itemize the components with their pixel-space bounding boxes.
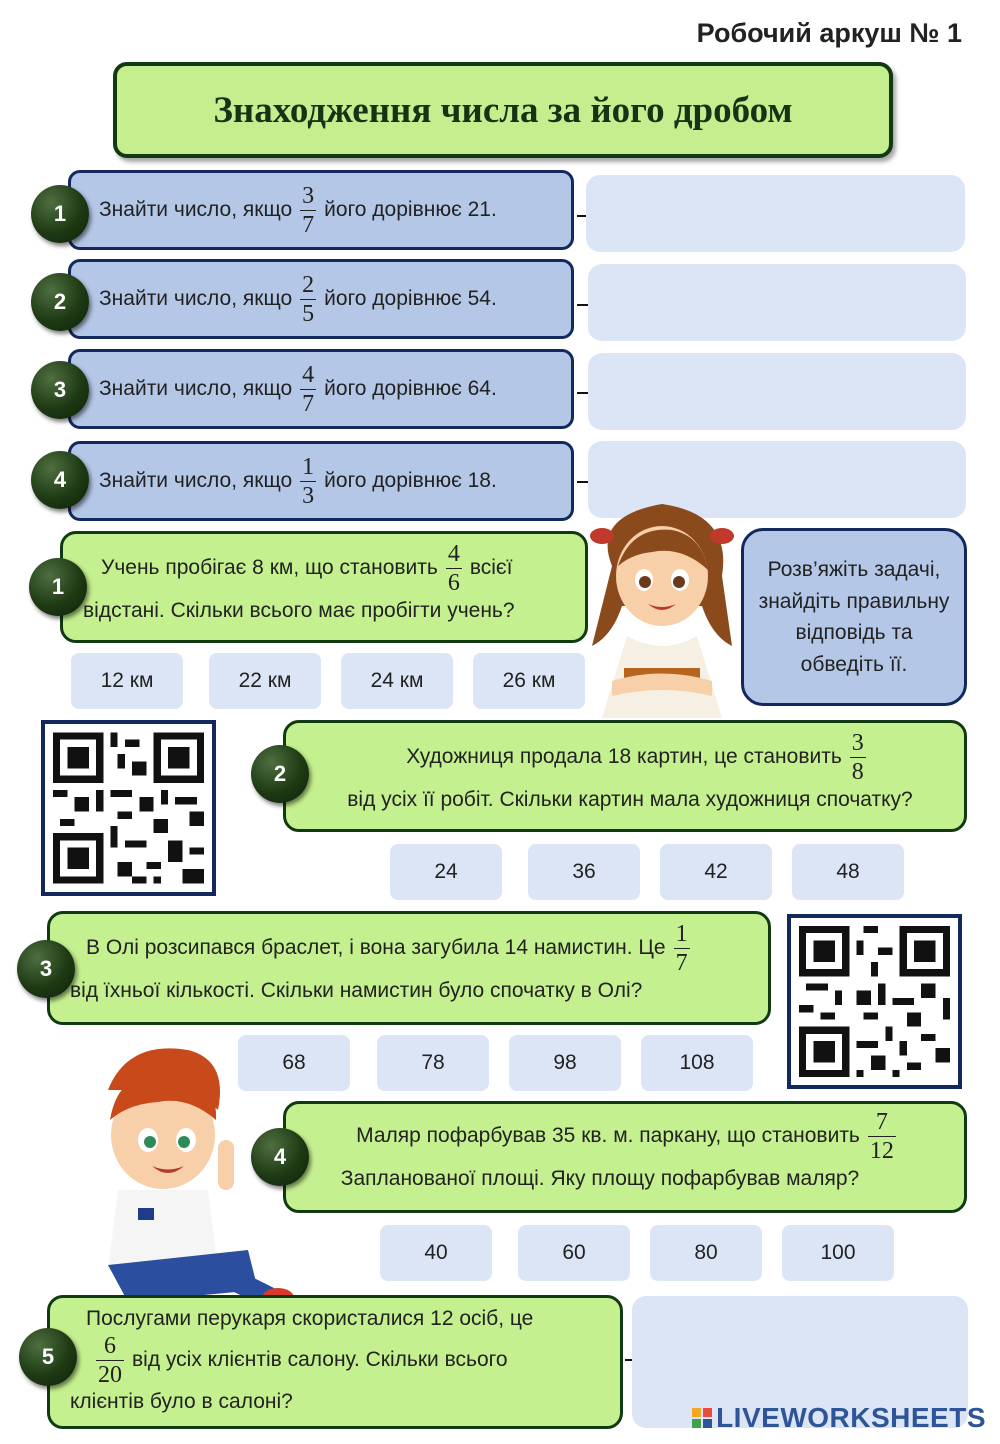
task-2-box [68,259,574,339]
problem-5-box [47,1295,623,1429]
problem-2-box [283,720,967,832]
answer-field-1[interactable] [586,175,965,252]
problem-3-box [47,911,771,1025]
task-number-badge: 1 [31,185,89,243]
logo-grid-icon [692,1408,712,1428]
answer-option[interactable]: 78 [377,1035,489,1091]
answer-option[interactable]: 48 [792,844,904,900]
answer-option[interactable]: 24 [390,844,502,900]
answer-option[interactable]: 26 км [473,653,585,709]
answer-option[interactable]: 42 [660,844,772,900]
answer-option[interactable]: 80 [650,1225,762,1281]
task-text: Знайти число, якщо [99,469,293,492]
answer-option[interactable]: 60 [518,1225,630,1281]
fraction: $\frac{4}{6}$ [447,541,460,596]
task-text: його дорівнює 64. [324,377,497,400]
answer-option[interactable]: 22 км [209,653,321,709]
fraction: $\frac{4}{7}$ [302,361,315,417]
problem-text: Маляр пофарбував 35 кв. м. паркану, що становить [356,1124,860,1148]
answer-option[interactable]: 24 км [341,653,453,709]
page-title: Знаходження числа за його дробом [213,89,793,131]
answer-field-2[interactable] [588,264,966,341]
problem-text: від їхньої кількості. Скільки намистин було спочатку в Олі? [70,979,643,1002]
girl-illustration [572,496,750,718]
problem-number-badge: 2 [251,745,309,803]
fraction: $\frac{3}{8}$ [851,730,864,785]
problem-text: всієї [469,556,513,580]
problem-number-badge: 5 [19,1328,77,1386]
fraction: $\frac{1}{7}$ [675,921,688,976]
task-text: Знайти число, якщо [99,377,293,400]
answer-option[interactable]: 12 км [71,653,183,709]
task-number-badge: 4 [31,451,89,509]
problem-text: Послугами перукаря скористалися 12 осіб, це [86,1307,534,1330]
answer-option[interactable]: 98 [509,1035,621,1091]
instruction-box [741,528,967,706]
problem-text: В Олі розсипався браслет, і вона загубила 14 намистин. Це [86,936,666,960]
task-text: його дорівнює 21. [324,198,497,221]
answer-option[interactable]: 100 [782,1225,894,1281]
problem-text: від усіх клієнтів салону. Скільки всього [132,1348,508,1372]
task-text: його дорівнює 54. [324,287,497,310]
problem-4-box [283,1101,967,1213]
answer-option[interactable]: 108 [641,1035,753,1091]
problem-number-badge: 3 [17,940,75,998]
answer-option[interactable]: 40 [380,1225,492,1281]
qr-code-icon [41,720,216,896]
problem-number-badge: 1 [29,558,87,616]
brand-name: LIVEWORKSHEETS [716,1402,986,1433]
title-banner [113,62,893,158]
instruction-text: Розв’яжіть задачі, знайдіть правильну відповідь та обведіть її. [758,558,950,676]
problem-text: Учень пробігає 8 км, що становить [101,556,438,580]
liveworksheets-logo [692,1402,986,1434]
qr-code-icon [787,914,962,1089]
task-text: Знайти число, якщо [99,287,293,310]
problem-text: Художниця продала 18 картин, це становить [406,745,842,769]
task-1-box [68,170,574,250]
task-3-box [68,349,574,429]
problem-text: відстані. Скільки всього має пробігти учень? [83,599,515,622]
fraction: $\frac{1}{3}$ [302,453,315,509]
fraction: $\frac{3}{7}$ [302,182,315,238]
task-text: Знайти число, якщо [99,198,293,221]
problem-text: від усіх її робіт. Скільки картин мала художниця спочатку? [347,788,913,811]
answer-option[interactable]: 36 [528,844,640,900]
problem-1-box [60,531,588,643]
task-number-badge: 2 [31,273,89,331]
answer-option[interactable]: 68 [238,1035,350,1091]
answer-field-3[interactable] [588,353,966,430]
problem-text: Запланованої площі. Яку площу пофарбував маляр? [340,1167,860,1190]
task-number-badge: 3 [31,361,89,419]
task-text: його дорівнює 18. [324,469,497,492]
fraction: $\frac{6}{20}$ [98,1333,122,1389]
problem-text: клієнтів було в салоні? [70,1390,293,1414]
fraction: $\frac{7}{12}$ [869,1109,894,1164]
fraction: $\frac{2}{5}$ [302,271,315,327]
problem-number-badge: 4 [251,1128,309,1186]
task-4-box [68,441,574,521]
sheet-number: Робочий аркуш № 1 [696,18,962,48]
